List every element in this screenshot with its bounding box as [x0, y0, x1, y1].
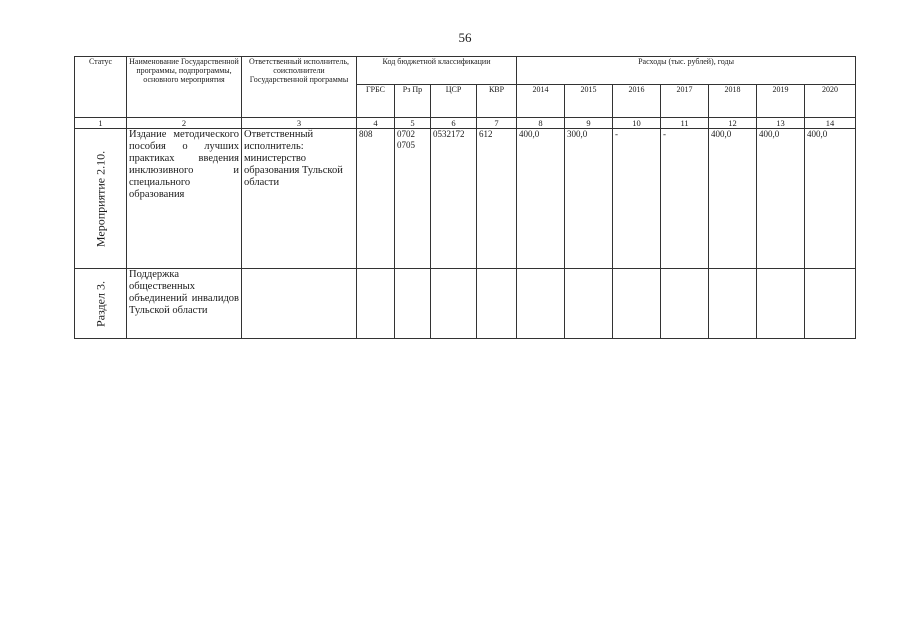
table-row — [75, 269, 856, 339]
column-number: 7 — [477, 118, 517, 129]
column-number: 10 — [613, 118, 661, 129]
column-number: 12 — [709, 118, 757, 129]
column-number: 8 — [517, 118, 565, 129]
row-value: - — [661, 129, 709, 269]
row-value — [613, 269, 661, 339]
row-value — [517, 269, 565, 339]
column-number: 5 — [395, 118, 431, 129]
column-number: 2 — [127, 118, 242, 129]
budget-table — [74, 56, 856, 339]
row-responsible: Ответственный исполнитель: министерство образования Тульской области — [242, 129, 357, 269]
row-value — [565, 269, 613, 339]
column-number: 11 — [661, 118, 709, 129]
header-name: Наименование Государственной программы, подпрограммы, основного мероприятия — [127, 57, 242, 118]
header-grbs: ГРБС — [357, 85, 395, 118]
row-name: Поддержка общественных объединений инвалидов Тульской области — [127, 269, 242, 339]
header-rzpr: Рз Пр — [395, 85, 431, 118]
header-year: 2019 — [757, 85, 805, 118]
header-year: 2016 — [613, 85, 661, 118]
header-status: Статус — [75, 57, 127, 118]
header-year: 2014 — [517, 85, 565, 118]
header-budget-code: Код бюджетной классификации — [357, 57, 517, 85]
row-status-cell — [75, 269, 127, 339]
header-year: 2017 — [661, 85, 709, 118]
header-year: 2015 — [565, 85, 613, 118]
row-grbs: 808 — [357, 129, 395, 269]
row-csr: 0532172 — [431, 129, 477, 269]
row-value: 300,0 — [565, 129, 613, 269]
row-value — [757, 269, 805, 339]
column-number: 13 — [757, 118, 805, 129]
page-number: 56 — [458, 30, 472, 45]
column-number: 6 — [431, 118, 477, 129]
header-responsible: Ответственный исполнитель, соисполнители Государственной программы — [242, 57, 357, 118]
row-value — [805, 269, 856, 339]
row-name: Издание методического пособия о лучших практиках введения инклюзивного и специального образования — [127, 129, 242, 269]
row-responsible — [242, 269, 357, 339]
header-year: 2020 — [805, 85, 856, 118]
row-kvr: 612 — [477, 129, 517, 269]
column-number: 14 — [805, 118, 856, 129]
row-value — [709, 269, 757, 339]
row-value: - — [613, 129, 661, 269]
row-status: Мероприятие 2.10. — [93, 150, 107, 247]
row-status: Раздел 3. — [93, 280, 107, 327]
row-kvr — [477, 269, 517, 339]
row-rzpr: 0702 0705 — [395, 129, 431, 269]
table-row — [75, 129, 856, 269]
column-number: 1 — [75, 118, 127, 129]
row-csr — [431, 269, 477, 339]
header-csr: ЦСР — [431, 85, 477, 118]
row-value: 400,0 — [757, 129, 805, 269]
column-number: 4 — [357, 118, 395, 129]
column-number: 3 — [242, 118, 357, 129]
row-value: 400,0 — [709, 129, 757, 269]
row-status-cell — [75, 129, 127, 269]
header-kvr: КВР — [477, 85, 517, 118]
row-value: 400,0 — [805, 129, 856, 269]
row-value: 400,0 — [517, 129, 565, 269]
header-expenses: Расходы (тыс. рублей), годы — [517, 57, 856, 85]
row-value — [661, 269, 709, 339]
header-year: 2018 — [709, 85, 757, 118]
column-number: 9 — [565, 118, 613, 129]
row-rzpr — [395, 269, 431, 339]
row-grbs — [357, 269, 395, 339]
